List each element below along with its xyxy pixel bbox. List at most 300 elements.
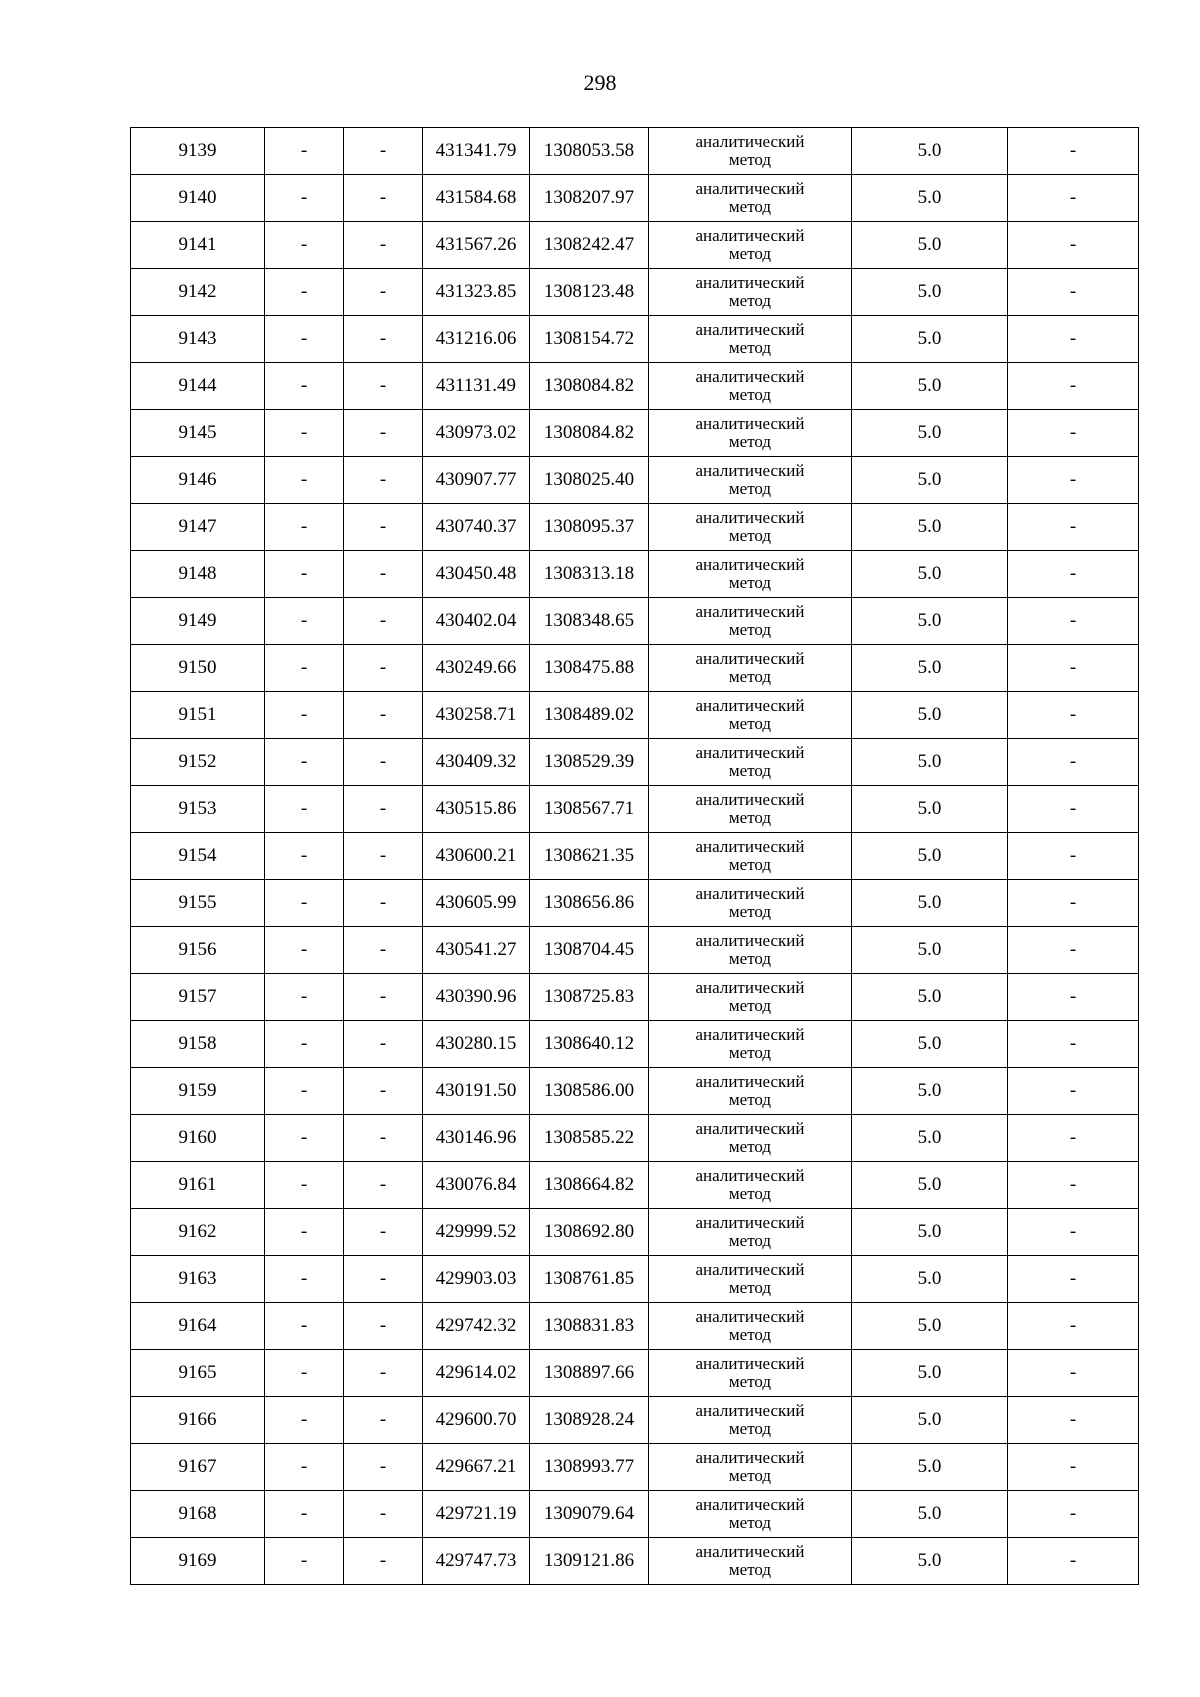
table-row [131,1397,1139,1444]
empty-value-cell: - [265,833,344,880]
method-line-1: аналитический [695,555,805,574]
empty-value-cell: - [344,692,423,739]
empty-value-cell: - [1008,1209,1139,1256]
x-coordinate-cell: 430258.71 [423,692,530,739]
empty-value-cell: - [1008,1256,1139,1303]
table-row [131,269,1139,316]
x-coordinate-cell: 430541.27 [423,927,530,974]
x-coordinate-cell: 429600.70 [423,1397,530,1444]
empty-value-cell: - [265,363,344,410]
empty-value-cell: - [265,1021,344,1068]
method-cell [649,1397,852,1444]
method-line-2: метод [728,949,772,968]
accuracy-cell: 5.0 [852,1538,1008,1585]
empty-value-cell: - [344,1209,423,1256]
point-number-cell: 9165 [131,1350,265,1397]
x-coordinate-cell: 429903.03 [423,1256,530,1303]
table-row [131,222,1139,269]
y-coordinate-cell: 1308621.35 [530,833,649,880]
method-line-1: аналитический [695,226,805,245]
y-coordinate-cell: 1308704.45 [530,927,649,974]
table-row [131,1350,1139,1397]
method-cell [649,1303,852,1350]
y-coordinate-cell: 1308529.39 [530,739,649,786]
empty-value-cell: - [1008,645,1139,692]
y-coordinate-cell: 1308567.71 [530,786,649,833]
table-row [131,1068,1139,1115]
point-number-cell: 9139 [131,128,265,175]
table-row [131,598,1139,645]
method-line-2: метод [728,1137,772,1156]
x-coordinate-cell: 429721.19 [423,1491,530,1538]
x-coordinate-cell: 430515.86 [423,786,530,833]
table-row [131,974,1139,1021]
method-line-1: аналитический [695,1354,805,1373]
point-number-cell: 9141 [131,222,265,269]
table-row [131,1021,1139,1068]
method-line-2: метод [728,1043,772,1062]
method-cell [649,457,852,504]
method-line-1: аналитический [695,1307,805,1326]
empty-value-cell: - [344,1538,423,1585]
table-row [131,786,1139,833]
accuracy-cell: 5.0 [852,1021,1008,1068]
method-line-1: аналитический [695,931,805,950]
accuracy-cell: 5.0 [852,1256,1008,1303]
method-cell [649,1256,852,1303]
x-coordinate-cell: 430402.04 [423,598,530,645]
coordinates-table [130,127,1139,1585]
empty-value-cell: - [265,1397,344,1444]
point-number-cell: 9160 [131,1115,265,1162]
table-row [131,1209,1139,1256]
table-row [131,927,1139,974]
accuracy-cell: 5.0 [852,269,1008,316]
accuracy-cell: 5.0 [852,175,1008,222]
method-line-2: метод [728,479,772,498]
empty-value-cell: - [265,1491,344,1538]
empty-value-cell: - [265,1162,344,1209]
point-number-cell: 9158 [131,1021,265,1068]
method-line-2: метод [728,1466,772,1485]
method-cell [649,128,852,175]
empty-value-cell: - [344,786,423,833]
method-line-1: аналитический [695,884,805,903]
accuracy-cell: 5.0 [852,128,1008,175]
x-coordinate-cell: 430249.66 [423,645,530,692]
accuracy-cell: 5.0 [852,645,1008,692]
y-coordinate-cell: 1309079.64 [530,1491,649,1538]
empty-value-cell: - [1008,786,1139,833]
empty-value-cell: - [1008,128,1139,175]
method-cell [649,1209,852,1256]
method-line-1: аналитический [695,978,805,997]
y-coordinate-cell: 1308313.18 [530,551,649,598]
accuracy-cell: 5.0 [852,222,1008,269]
empty-value-cell: - [1008,1068,1139,1115]
table-row [131,880,1139,927]
y-coordinate-cell: 1308656.86 [530,880,649,927]
empty-value-cell: - [265,739,344,786]
method-line-2: метод [728,573,772,592]
empty-value-cell: - [344,880,423,927]
table-row [131,645,1139,692]
method-line-2: метод [728,385,772,404]
empty-value-cell: - [1008,410,1139,457]
method-cell [649,927,852,974]
x-coordinate-cell: 430390.96 [423,974,530,1021]
empty-value-cell: - [344,1256,423,1303]
y-coordinate-cell: 1309121.86 [530,1538,649,1585]
point-number-cell: 9148 [131,551,265,598]
x-coordinate-cell: 430740.37 [423,504,530,551]
y-coordinate-cell: 1308084.82 [530,363,649,410]
method-line-1: аналитический [695,1119,805,1138]
y-coordinate-cell: 1308761.85 [530,1256,649,1303]
accuracy-cell: 5.0 [852,1209,1008,1256]
empty-value-cell: - [344,363,423,410]
empty-value-cell: - [1008,927,1139,974]
empty-value-cell: - [344,1444,423,1491]
y-coordinate-cell: 1308207.97 [530,175,649,222]
table-row [131,175,1139,222]
method-line-1: аналитический [695,1260,805,1279]
accuracy-cell: 5.0 [852,1068,1008,1115]
accuracy-cell: 5.0 [852,1491,1008,1538]
method-line-1: аналитический [695,273,805,292]
x-coordinate-cell: 430600.21 [423,833,530,880]
point-number-cell: 9142 [131,269,265,316]
table-row [131,739,1139,786]
method-cell [649,1538,852,1585]
method-line-1: аналитический [695,1025,805,1044]
method-line-2: метод [728,1372,772,1391]
empty-value-cell: - [1008,692,1139,739]
accuracy-cell: 5.0 [852,410,1008,457]
method-line-2: метод [728,1513,772,1532]
x-coordinate-cell: 430146.96 [423,1115,530,1162]
method-line-1: аналитический [695,1448,805,1467]
method-line-2: метод [728,291,772,310]
point-number-cell: 9152 [131,739,265,786]
method-cell [649,1068,852,1115]
method-line-2: метод [728,667,772,686]
method-line-2: метод [728,1231,772,1250]
method-cell [649,1162,852,1209]
empty-value-cell: - [1008,598,1139,645]
empty-value-cell: - [265,1209,344,1256]
empty-value-cell: - [265,880,344,927]
empty-value-cell: - [265,927,344,974]
x-coordinate-cell: 430076.84 [423,1162,530,1209]
empty-value-cell: - [265,128,344,175]
accuracy-cell: 5.0 [852,833,1008,880]
empty-value-cell: - [344,175,423,222]
method-line-1: аналитический [695,414,805,433]
method-cell [649,1021,852,1068]
method-line-2: метод [728,197,772,216]
empty-value-cell: - [265,457,344,504]
y-coordinate-cell: 1308348.65 [530,598,649,645]
accuracy-cell: 5.0 [852,739,1008,786]
accuracy-cell: 5.0 [852,880,1008,927]
empty-value-cell: - [265,974,344,1021]
accuracy-cell: 5.0 [852,1115,1008,1162]
empty-value-cell: - [1008,1397,1139,1444]
table-row [131,1115,1139,1162]
empty-value-cell: - [344,410,423,457]
accuracy-cell: 5.0 [852,316,1008,363]
empty-value-cell: - [265,1256,344,1303]
method-line-2: метод [728,902,772,921]
method-line-1: аналитический [695,1495,805,1514]
empty-value-cell: - [1008,739,1139,786]
table-body [131,128,1139,1585]
method-line-2: метод [728,996,772,1015]
y-coordinate-cell: 1308475.88 [530,645,649,692]
y-coordinate-cell: 1308025.40 [530,457,649,504]
point-number-cell: 9162 [131,1209,265,1256]
method-cell [649,692,852,739]
table-row [131,457,1139,504]
empty-value-cell: - [265,1115,344,1162]
empty-value-cell: - [344,1397,423,1444]
y-coordinate-cell: 1308692.80 [530,1209,649,1256]
empty-value-cell: - [1008,1350,1139,1397]
point-number-cell: 9164 [131,1303,265,1350]
method-cell [649,598,852,645]
empty-value-cell: - [344,222,423,269]
method-line-2: метод [728,1278,772,1297]
method-cell [649,739,852,786]
empty-value-cell: - [344,739,423,786]
empty-value-cell: - [265,1303,344,1350]
table-row [131,833,1139,880]
method-cell [649,363,852,410]
method-line-1: аналитический [695,1401,805,1420]
point-number-cell: 9150 [131,645,265,692]
method-line-1: аналитический [695,367,805,386]
method-line-1: аналитический [695,837,805,856]
x-coordinate-cell: 431341.79 [423,128,530,175]
empty-value-cell: - [344,927,423,974]
point-number-cell: 9166 [131,1397,265,1444]
method-line-2: метод [728,338,772,357]
method-line-2: метод [728,1184,772,1203]
method-line-2: метод [728,1090,772,1109]
method-line-1: аналитический [695,1166,805,1185]
empty-value-cell: - [1008,269,1139,316]
empty-value-cell: - [265,598,344,645]
point-number-cell: 9167 [131,1444,265,1491]
accuracy-cell: 5.0 [852,974,1008,1021]
table-row [131,1303,1139,1350]
y-coordinate-cell: 1308084.82 [530,410,649,457]
method-line-1: аналитический [695,179,805,198]
method-cell [649,786,852,833]
empty-value-cell: - [265,269,344,316]
accuracy-cell: 5.0 [852,1303,1008,1350]
method-line-2: метод [728,714,772,733]
empty-value-cell: - [265,1538,344,1585]
y-coordinate-cell: 1308489.02 [530,692,649,739]
method-line-2: метод [728,808,772,827]
x-coordinate-cell: 431567.26 [423,222,530,269]
y-coordinate-cell: 1308095.37 [530,504,649,551]
empty-value-cell: - [265,692,344,739]
table-row [131,1162,1139,1209]
accuracy-cell: 5.0 [852,598,1008,645]
point-number-cell: 9155 [131,880,265,927]
point-number-cell: 9140 [131,175,265,222]
x-coordinate-cell: 430973.02 [423,410,530,457]
empty-value-cell: - [1008,316,1139,363]
empty-value-cell: - [265,316,344,363]
method-cell [649,1115,852,1162]
empty-value-cell: - [1008,833,1139,880]
method-line-2: метод [728,855,772,874]
y-coordinate-cell: 1308831.83 [530,1303,649,1350]
method-cell [649,833,852,880]
y-coordinate-cell: 1308123.48 [530,269,649,316]
x-coordinate-cell: 429999.52 [423,1209,530,1256]
y-coordinate-cell: 1308154.72 [530,316,649,363]
x-coordinate-cell: 431131.49 [423,363,530,410]
method-line-1: аналитический [695,743,805,762]
method-cell [649,269,852,316]
method-cell [649,645,852,692]
accuracy-cell: 5.0 [852,551,1008,598]
method-line-1: аналитический [695,132,805,151]
method-line-2: метод [728,432,772,451]
method-line-1: аналитический [695,1213,805,1232]
empty-value-cell: - [1008,504,1139,551]
x-coordinate-cell: 431584.68 [423,175,530,222]
empty-value-cell: - [265,551,344,598]
empty-value-cell: - [344,1350,423,1397]
accuracy-cell: 5.0 [852,457,1008,504]
x-coordinate-cell: 429614.02 [423,1350,530,1397]
table-row [131,692,1139,739]
table-row [131,1538,1139,1585]
accuracy-cell: 5.0 [852,1350,1008,1397]
empty-value-cell: - [344,598,423,645]
method-line-2: метод [728,1560,772,1579]
point-number-cell: 9147 [131,504,265,551]
table-row [131,363,1139,410]
accuracy-cell: 5.0 [852,692,1008,739]
y-coordinate-cell: 1308928.24 [530,1397,649,1444]
empty-value-cell: - [1008,457,1139,504]
accuracy-cell: 5.0 [852,504,1008,551]
y-coordinate-cell: 1308993.77 [530,1444,649,1491]
method-cell [649,1491,852,1538]
method-cell [649,410,852,457]
point-number-cell: 9145 [131,410,265,457]
empty-value-cell: - [344,1162,423,1209]
method-cell [649,551,852,598]
page-number: 298 [583,70,617,95]
point-number-cell: 9143 [131,316,265,363]
point-number-cell: 9159 [131,1068,265,1115]
y-coordinate-cell: 1308664.82 [530,1162,649,1209]
method-line-1: аналитический [695,320,805,339]
method-cell [649,175,852,222]
method-line-1: аналитический [695,790,805,809]
x-coordinate-cell: 429747.73 [423,1538,530,1585]
empty-value-cell: - [344,1021,423,1068]
accuracy-cell: 5.0 [852,363,1008,410]
empty-value-cell: - [265,786,344,833]
point-number-cell: 9169 [131,1538,265,1585]
point-number-cell: 9154 [131,833,265,880]
empty-value-cell: - [344,128,423,175]
empty-value-cell: - [265,222,344,269]
table-row [131,1444,1139,1491]
empty-value-cell: - [344,316,423,363]
point-number-cell: 9149 [131,598,265,645]
empty-value-cell: - [1008,1491,1139,1538]
method-cell [649,880,852,927]
point-number-cell: 9153 [131,786,265,833]
empty-value-cell: - [344,974,423,1021]
empty-value-cell: - [265,175,344,222]
empty-value-cell: - [1008,1538,1139,1585]
point-number-cell: 9163 [131,1256,265,1303]
point-number-cell: 9151 [131,692,265,739]
x-coordinate-cell: 430280.15 [423,1021,530,1068]
empty-value-cell: - [344,1491,423,1538]
point-number-cell: 9157 [131,974,265,1021]
empty-value-cell: - [1008,222,1139,269]
accuracy-cell: 5.0 [852,786,1008,833]
table-row [131,1256,1139,1303]
method-cell [649,1350,852,1397]
method-line-1: аналитический [695,1542,805,1561]
accuracy-cell: 5.0 [852,1162,1008,1209]
method-line-1: аналитический [695,508,805,527]
empty-value-cell: - [1008,363,1139,410]
y-coordinate-cell: 1308897.66 [530,1350,649,1397]
empty-value-cell: - [1008,974,1139,1021]
method-cell [649,1444,852,1491]
method-line-2: метод [728,620,772,639]
table-row [131,316,1139,363]
empty-value-cell: - [344,1303,423,1350]
table-row [131,410,1139,457]
y-coordinate-cell: 1308586.00 [530,1068,649,1115]
y-coordinate-cell: 1308725.83 [530,974,649,1021]
empty-value-cell: - [344,1115,423,1162]
table-row [131,1491,1139,1538]
x-coordinate-cell: 430450.48 [423,551,530,598]
point-number-cell: 9161 [131,1162,265,1209]
empty-value-cell: - [344,551,423,598]
table-row [131,551,1139,598]
method-line-2: метод [728,150,772,169]
method-cell [649,316,852,363]
empty-value-cell: - [1008,1162,1139,1209]
empty-value-cell: - [344,1068,423,1115]
method-line-2: метод [728,1419,772,1438]
method-cell [649,504,852,551]
x-coordinate-cell: 429667.21 [423,1444,530,1491]
y-coordinate-cell: 1308053.58 [530,128,649,175]
x-coordinate-cell: 431216.06 [423,316,530,363]
empty-value-cell: - [344,269,423,316]
method-line-2: метод [728,1325,772,1344]
x-coordinate-cell: 430409.32 [423,739,530,786]
